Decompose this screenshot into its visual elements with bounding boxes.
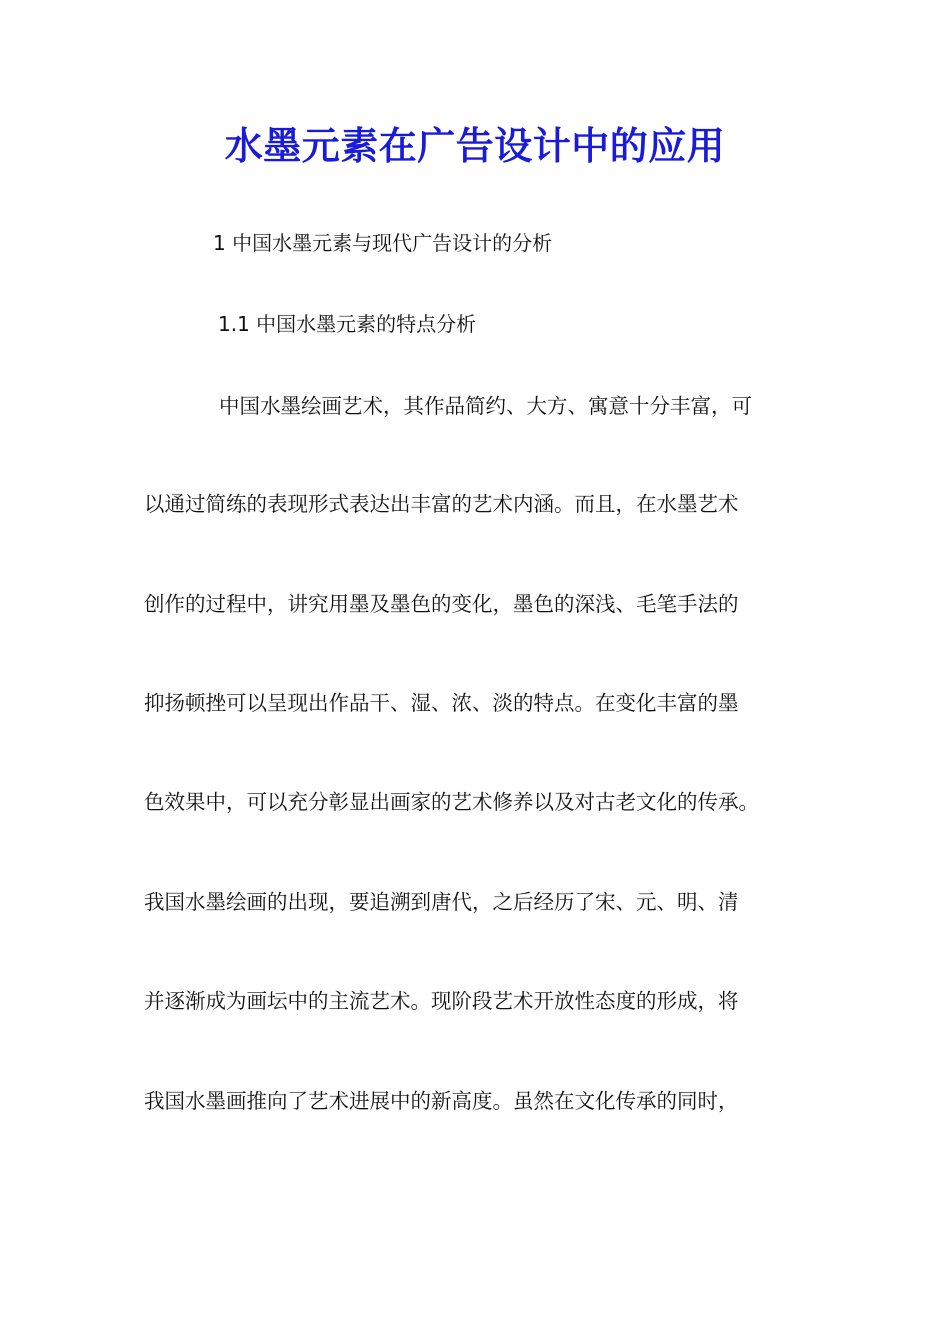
paragraph-line: 创作的过程中，讲究用墨及墨色的变化，墨色的深浅、毛笔手法的 (144, 592, 739, 616)
subsection-heading: 1.1 中国水墨元素的特点分析 (218, 312, 477, 336)
paragraph-line: 抑扬顿挫可以呈现出作品干、湿、浓、淡的特点。在变化丰富的墨 (144, 691, 739, 715)
paragraph-line: 色效果中，可以充分彰显出画家的艺术修养以及对古老文化的传承。 (144, 790, 759, 814)
paragraph-line: 中国水墨绘画艺术，其作品简约、大方、寓意十分丰富，可 (219, 394, 752, 418)
document-title: 水墨元素在广告设计中的应用 (224, 124, 726, 168)
paragraph-line: 我国水墨画推向了艺术进展中的新高度。虽然在文化传承的同时， (144, 1089, 739, 1113)
paragraph-line: 并逐渐成为画坛中的主流艺术。现阶段艺术开放性态度的形成，将 (144, 989, 739, 1013)
paragraph-line: 以通过简练的表现形式表达出丰富的艺术内涵。而且，在水墨艺术 (144, 492, 739, 516)
section-heading: 1 中国水墨元素与现代广告设计的分析 (213, 231, 553, 255)
paragraph-line: 我国水墨绘画的出现，要追溯到唐代，之后经历了宋、元、明、清 (144, 890, 739, 914)
